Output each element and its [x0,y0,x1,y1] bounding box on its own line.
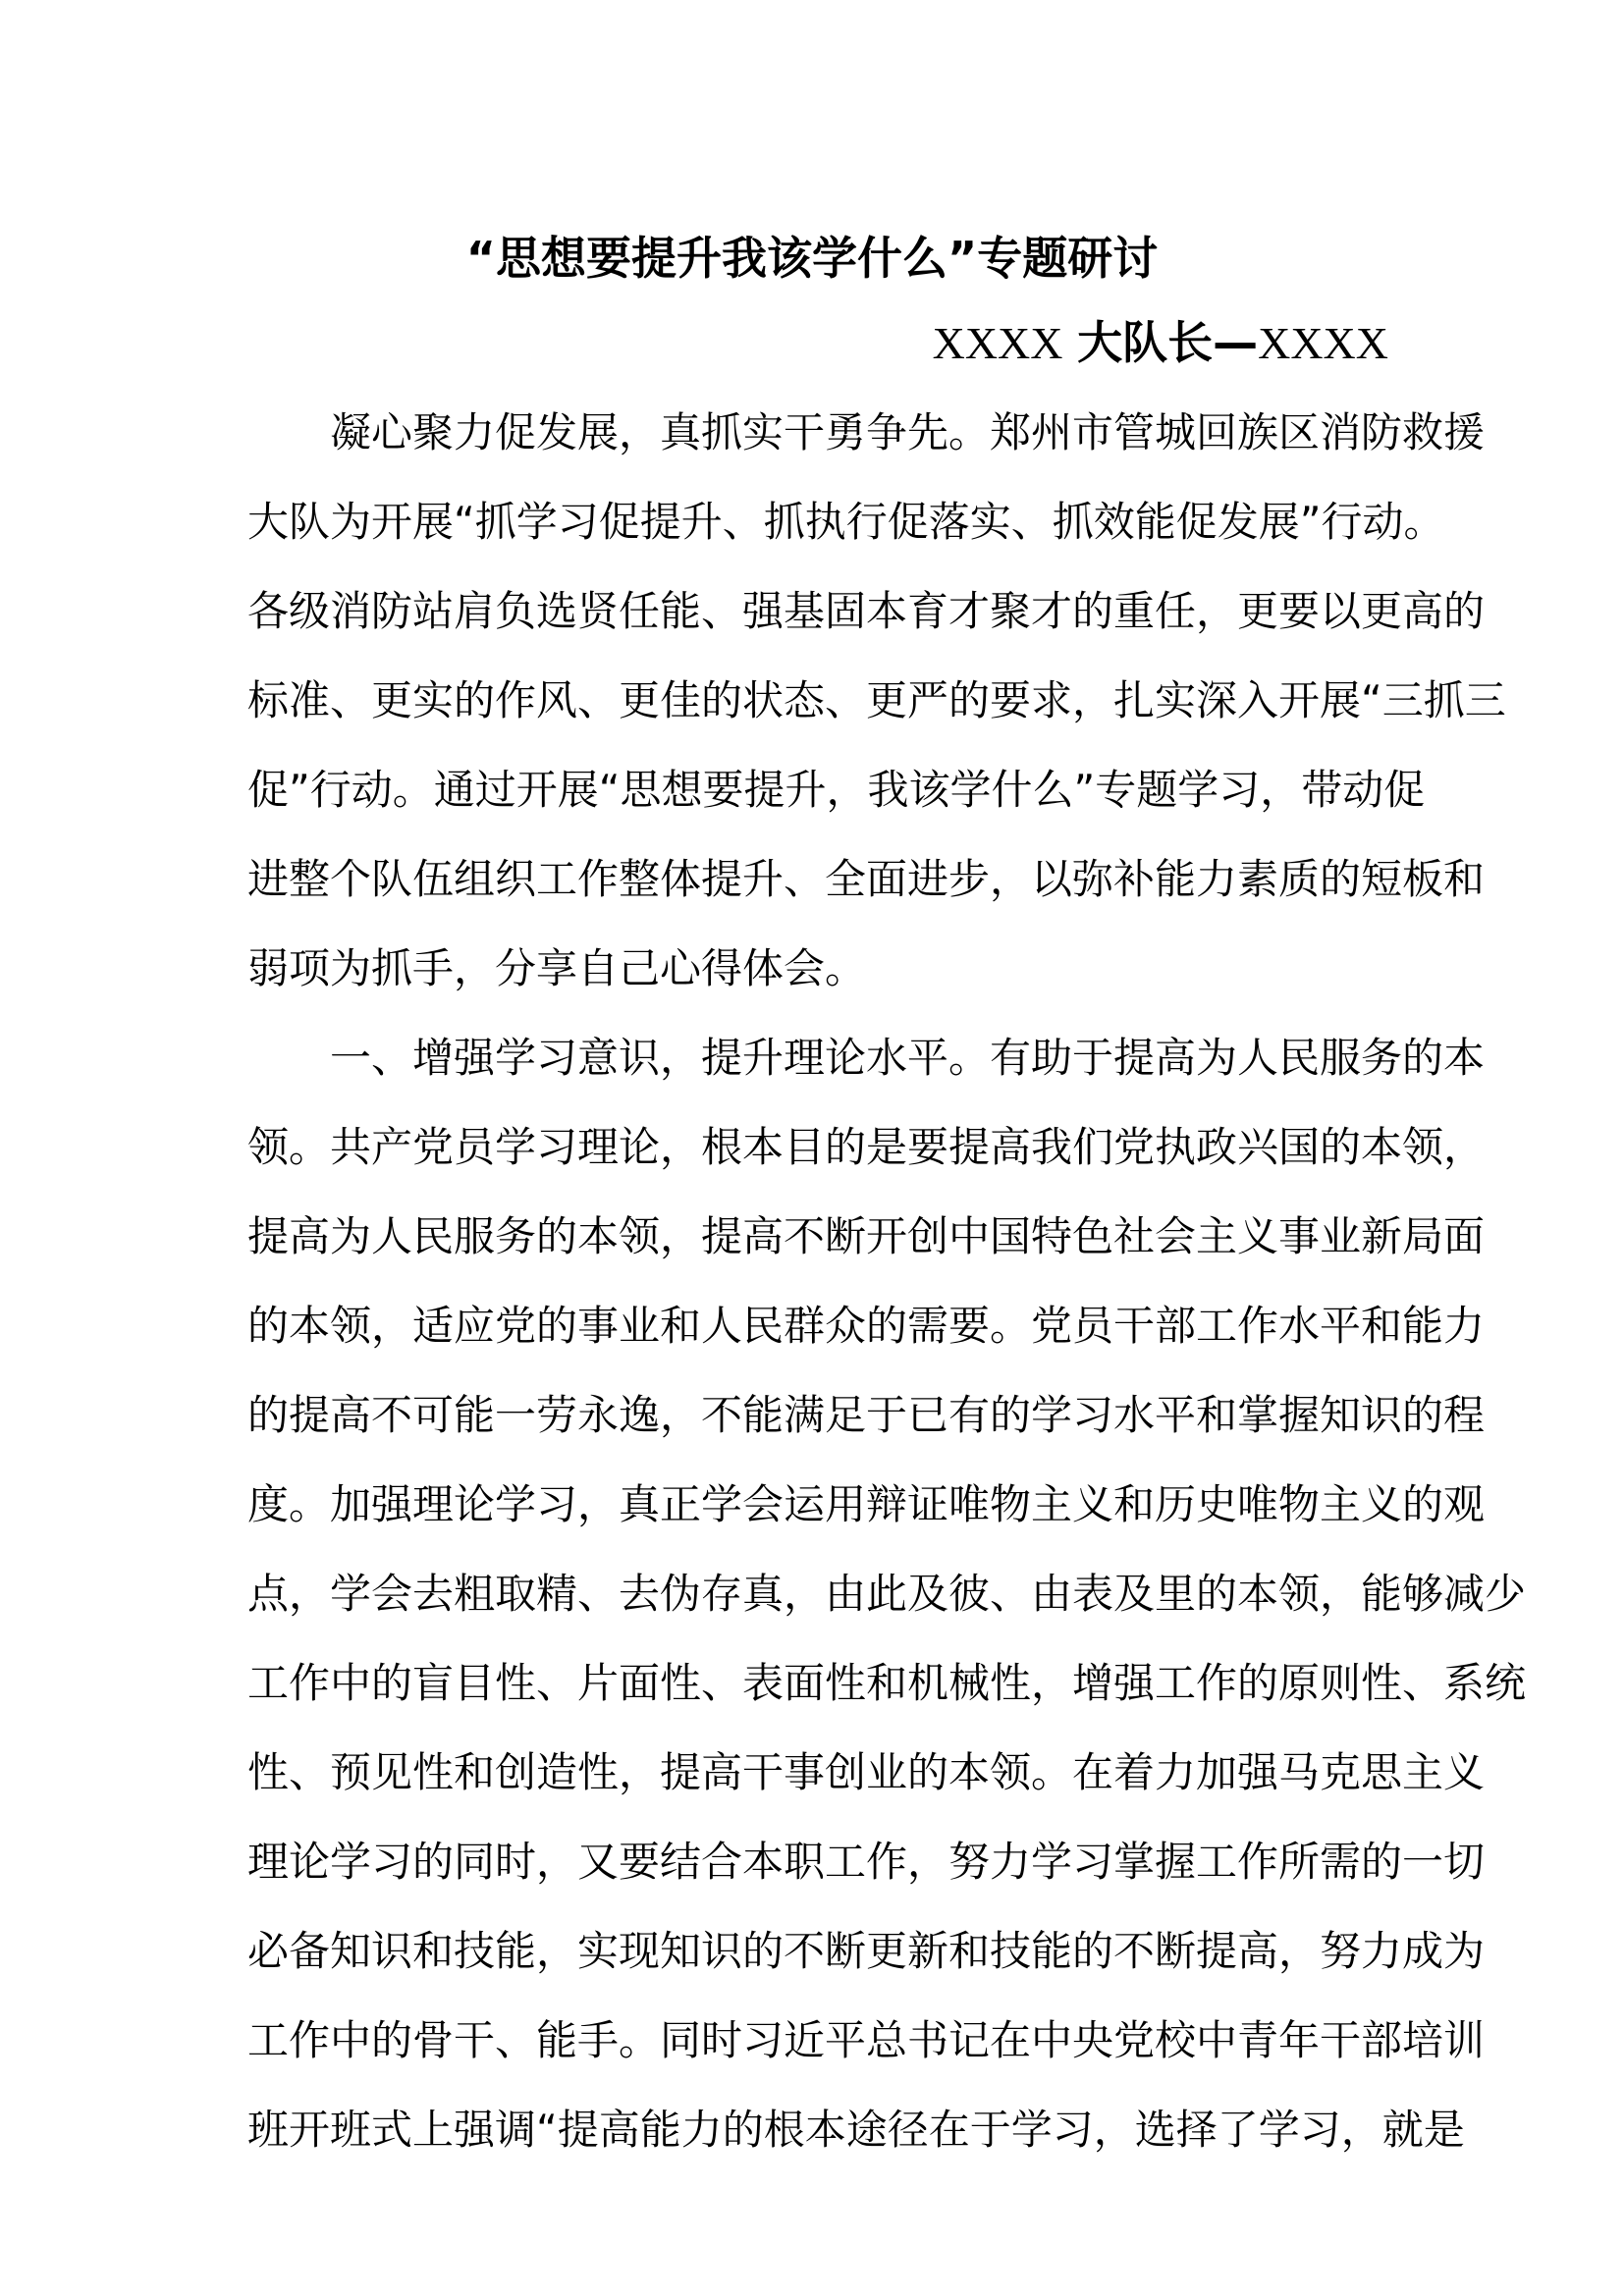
paragraph-line: 促”行动。通过开展“思想要提升，我该学什么”专题学习，带动促 [247,766,1426,814]
paragraph [247,388,1506,1013]
paragraph-line: 必备知识和技能，实现知识的不断更新和技能的不断提高，努力成为 [247,1927,1486,1975]
paragraph-line: 进整个队伍组织工作整体提升、全面进步，以弥补能力素质的短板和 [247,855,1486,903]
paragraph-line: 各级消防站肩负选贤任能、强基固本育才聚才的重任，更要以更高的 [247,587,1486,635]
paragraph-line: 班开班式上强调“提高能力的根本途径在于学习，选择了学习，就是 [247,2106,1465,2154]
paragraph-line: 领。共产党员学习理论，根本目的是要提高我们党执政兴国的本领， [247,1123,1486,1171]
paragraph-line: 凝心聚力促发展，真抓实干勇争先。郑州市管城回族区消防救援 [330,408,1486,456]
paragraph-line: 理论学习的同时，又要结合本职工作，努力学习掌握工作所需的一切 [247,1838,1486,1886]
paragraph-line: 弱项为抓手，分享自己心得体会。 [247,944,867,992]
byline [933,312,1388,374]
document-title: “思想要提升我该学什么”专题研讨 [465,232,1159,285]
paragraph-line: 一、增强学习意识，提升理论水平。有助于提高为人民服务的本 [330,1034,1486,1082]
paragraph-line: 的本领，适应党的事业和人民群众的需要。党员干部工作水平和能力 [247,1302,1486,1350]
paragraph-line: 度。加强理论学习，真正学会运用辩证唯物主义和历史唯物主义的观 [247,1480,1486,1528]
paragraph-line: 提高为人民服务的本领，提高不断开创中国特色社会主义事业新局面 [247,1212,1486,1260]
paragraph-line: 点，学会去粗取精、去伪存真，由此及彼、由表及里的本领，能够减少 [247,1570,1527,1618]
byline-name: XXXX [1258,318,1388,368]
document-body [247,388,1527,2174]
paragraph-line: 性、预见性和创造性，提高干事创业的本领。在着力加强马克思主义 [247,1748,1486,1796]
paragraph-line: 大队为开展“抓学习促提升、抓执行促落实、抓效能促发展”行动。 [247,498,1445,546]
paragraph-line: 标准、更实的作风、更佳的状态、更严的要求，扎实深入开展“三抓三 [247,676,1506,724]
paragraph-line: 工作中的盲目性、片面性、表面性和机械性，增强工作的原则性、系统 [247,1659,1527,1707]
paragraph [247,1013,1527,2174]
byline-unit: XXXX [932,318,1063,368]
byline-role: 大队长— [1077,316,1259,369]
paragraph-line: 的提高不可能一劳永逸，不能满足于已有的学习水平和掌握知识的程 [247,1391,1486,1439]
paragraph-line: 工作中的骨干、能手。同时习近平总书记在中央党校中青年干部培训 [247,2016,1486,2064]
